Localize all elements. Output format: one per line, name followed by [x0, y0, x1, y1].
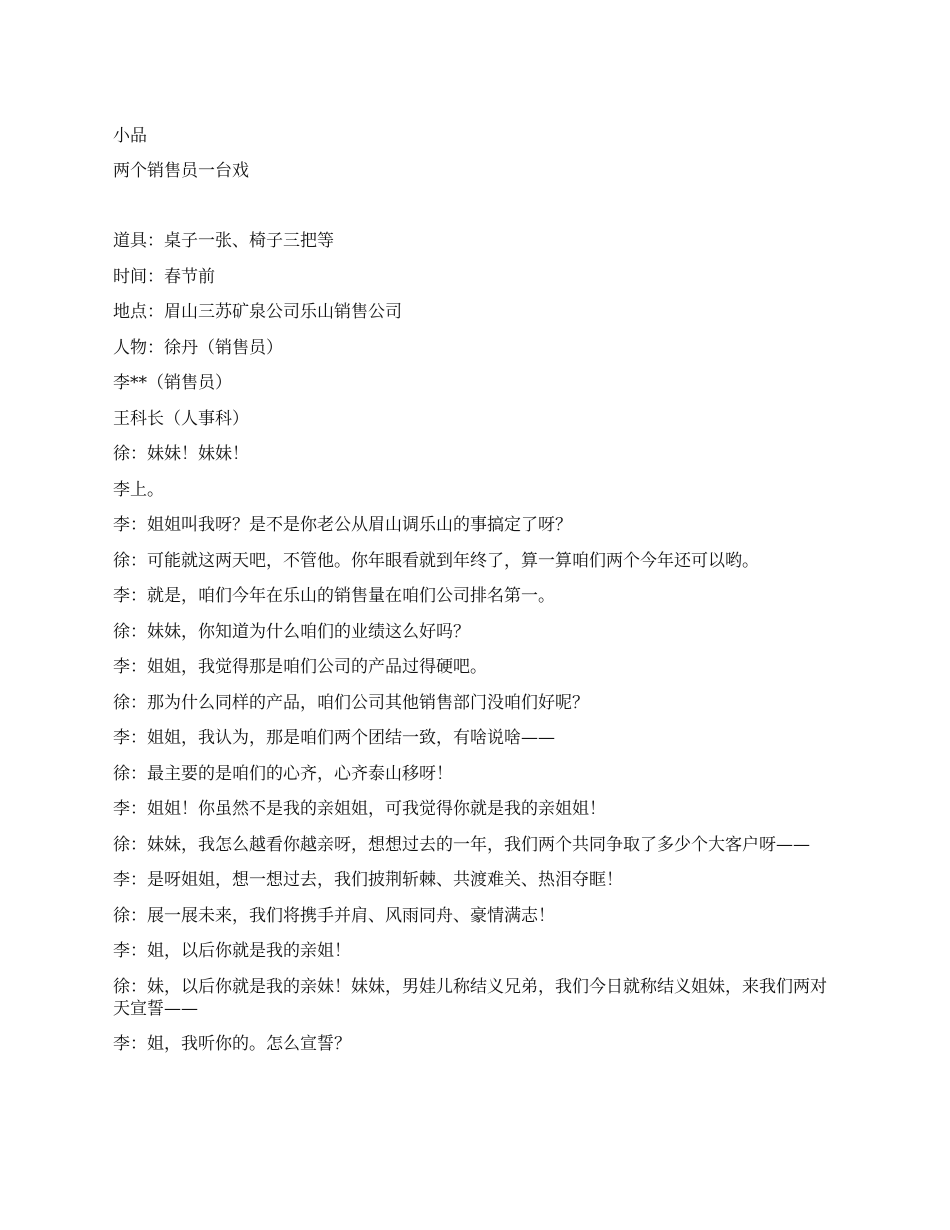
- dialogue-line: 徐：妹妹，你知道为什么咱们的业绩这么好吗？: [113, 621, 470, 642]
- dialogue-line: 李：姐，以后你就是我的亲姐！: [113, 941, 351, 961]
- dialogue-line: 李：姐姐，我认为，那是咱们两个团结一致，有啥说啥——: [113, 728, 555, 748]
- dialogue-line: 李：就是，咱们今年在乐山的销售量在咱们公司排名第一。: [113, 586, 555, 606]
- dialogue-line: 李：姐，我听你的。怎么宣誓？: [113, 1034, 351, 1054]
- dialogue-line: 徐：妹，以后你就是我的亲妹！妹妹，男娃儿称结义兄弟，我们今日就称结义姐妹，来我们两对天宣誓——: [113, 976, 827, 1019]
- dialogue-line: 徐：最主要的是咱们的心齐，心齐泰山移呀！: [113, 763, 453, 784]
- time-line: 时间：春节前: [113, 266, 215, 287]
- character-line: 李**（销售员）: [113, 373, 232, 393]
- location-line: 地点：眉山三苏矿泉公司乐山销售公司: [113, 302, 402, 322]
- dialogue-line: 徐：那为什么同样的产品，咱们公司其他销售部门没咱们好呢？: [113, 692, 589, 713]
- document-body: [113, 125, 843, 1069]
- dialogue-line: 李：姐姐，我觉得那是咱们公司的产品过得硬吧。: [113, 657, 487, 677]
- document-heading: 小品: [113, 126, 147, 146]
- dialogue-line: 徐：妹妹！妹妹！: [113, 444, 249, 464]
- character-line: 王科长（人事科）: [113, 408, 249, 429]
- dialogue-line: 李：是呀姐姐，想一想过去，我们披荆斩棘、共渡难关、热泪夺眶！: [113, 870, 623, 890]
- dialogue-line: 徐：可能就这两天吧，不管他。你年眼看就到年终了，算一算咱们两个今年还可以哟。: [113, 550, 759, 571]
- dialogue-line: 徐：展一展未来，我们将携手并肩、风雨同舟、豪情满志！: [113, 905, 555, 926]
- dialogue-line: 李：姐姐！你虽然不是我的亲姐姐，可我觉得你就是我的亲姐姐！: [113, 799, 606, 819]
- document-subheading: 两个销售员一台戏: [113, 161, 249, 181]
- dialogue-line: 徐：妹妹，我怎么越看你越亲呀，想想过去的一年，我们两个共同争取了多少个大客户呀——: [113, 834, 810, 855]
- props-line: 道具：桌子一张、椅子三把等: [113, 231, 334, 251]
- stage-direction: 李上。: [113, 479, 164, 500]
- dialogue-line: 李：姐姐叫我呀？是不是你老公从眉山调乐山的事搞定了呀？: [113, 515, 572, 535]
- character-line: 人物：徐丹（销售员）: [113, 337, 283, 358]
- blank-gap: [113, 195, 843, 230]
